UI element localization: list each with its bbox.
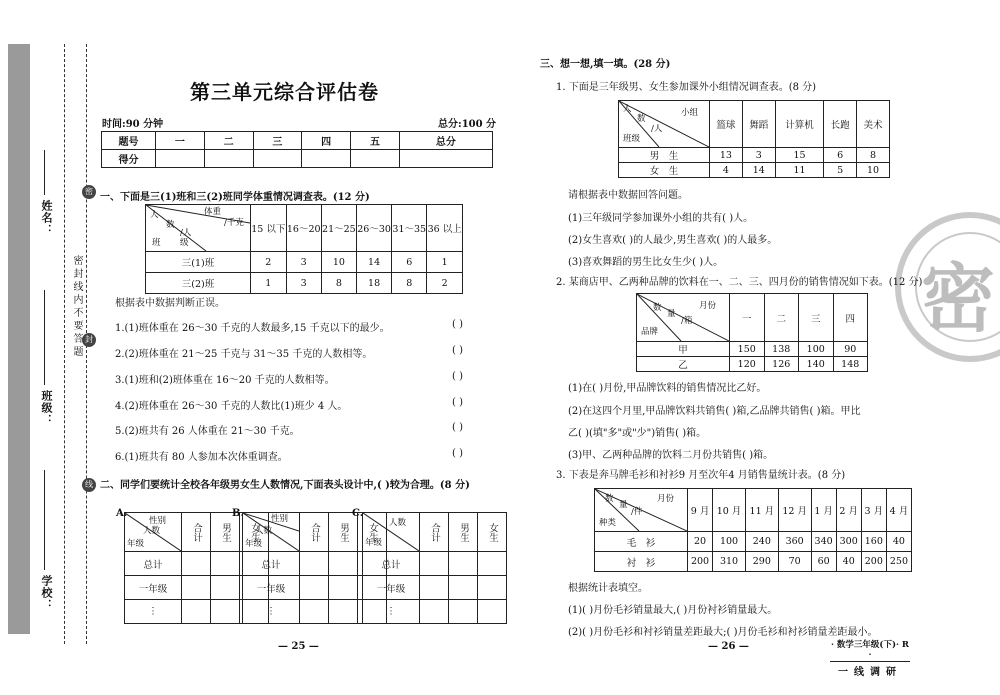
option-b-letter[interactable]: B.	[232, 508, 244, 519]
q3-heading: 3. 下表是奔马牌毛衫和衬衫9 月至次年4 月销售量统计表。(8 分)	[556, 470, 846, 481]
score-cell-4[interactable]	[302, 150, 351, 168]
q2-heading: 2. 某商店甲、乙两种品牌的饮料在一、二、三、四月份的销售情况如下表。(12 分)	[556, 277, 923, 288]
series-brand-subject: · 数学三年级(下)· R ·	[831, 640, 909, 660]
q2-item-2-cont: 乙( )(填"多"或"少")销售( )箱。	[568, 428, 707, 439]
score-cell-3[interactable]	[253, 150, 302, 168]
score-cell-2[interactable]	[204, 150, 253, 168]
weight-cell: 1	[427, 252, 463, 273]
weight-row-label: 三(1)班	[146, 252, 251, 273]
tf-item-2: 2.(2)班体重在 21～25 千克与 31～35 千克的人数相等。	[115, 349, 373, 360]
weight-row-label: 三(2)班	[146, 273, 251, 294]
time-label: 时间:90 分钟	[102, 119, 164, 130]
binding-gutter	[8, 44, 30, 634]
q2-item-2: (2)在这四个月里,甲品牌饮料共销售( )箱,乙品牌共销售( )箱。甲比	[568, 406, 861, 417]
tf-item-5: 5.(2)班共有 26 人体重在 21～30 千克。	[115, 426, 300, 437]
seal-stamp-char: 密	[921, 256, 995, 342]
tf-item-3: 3.(1)班和(2)班体重在 16～20 千克的人数相等。	[115, 375, 335, 386]
weight-cell: 3	[286, 252, 321, 273]
tf-answer-1[interactable]: ( )	[452, 319, 463, 330]
q3-instruction: 根据统计表填空。	[568, 583, 648, 594]
score-row-label: 得分	[102, 150, 156, 168]
weight-col: 36 以上	[427, 205, 463, 252]
weight-table-corner: 体重 /千克 人 数 /人 班 级	[146, 205, 251, 252]
weight-cell: 18	[356, 273, 391, 294]
page-title: 第三单元综合评估卷	[190, 80, 379, 104]
class-blank	[44, 290, 45, 385]
tf-answer-5[interactable]: ( )	[452, 422, 463, 433]
seal-mark-xian: 线	[82, 478, 96, 492]
weight-col: 15 以下	[251, 205, 287, 252]
seal-mark-feng: 封	[82, 333, 96, 347]
weight-cell: 2	[427, 273, 463, 294]
score-cell-total[interactable]	[399, 150, 492, 168]
q2-item-1: (1)在( )月份,甲品牌饮料的销售情况比乙好。	[568, 383, 767, 394]
drink-sales-table: 数 量 /箱 月份 品牌 一 二 三 四 甲 150 138 100 90 乙 120 126 140 148	[636, 293, 868, 372]
q1-item-1: (1)三年级同学参加课外小组的共有( )人。	[568, 213, 754, 224]
school-label: 学校：	[40, 575, 53, 611]
no-answer-notice: 密封线内不要答题	[71, 255, 82, 359]
weight-cell: 1	[251, 273, 287, 294]
garment-sales-table: 数 量 /件 月份 种类 9 月 10 月 11 月 12 月 1 月 2 月 3 月 4 月 毛 衫 20 100 240 360 340 300 160 40 衬 衫 200 310 290 70 60 40 200 250	[594, 488, 912, 572]
weight-col: 26～30	[356, 205, 391, 252]
class-label: 班级：	[40, 390, 53, 426]
weight-cell: 3	[286, 273, 321, 294]
option-c-table: 人数 年级 合计 男生 女生 总计 一年级 ⋮	[362, 512, 507, 624]
weight-table	[145, 204, 463, 294]
q3-item-1: (1)( )月份毛衫销量最大,( )月份衬衫销量最大。	[568, 605, 778, 616]
tf-item-4: 4.(2)班体重在 26～30 千克的人数比(1)班少 4 人。	[115, 401, 348, 412]
section-2-heading: 二、同学们要统计全校各年级男女生人数情况,下面表头设计中,( )较为合理。(8 分)	[100, 480, 470, 491]
page-number-right: — 26 —	[708, 641, 749, 652]
score-head: 三	[253, 132, 302, 150]
name-label: 姓名：	[40, 200, 53, 236]
activity-table: 人 数 /人 小组 班级 篮球 舞蹈 计算机 长跑 美术 男 生 13 3 15 6 8 女 生 4 14 11 5 10	[618, 100, 890, 178]
series-brand	[830, 638, 910, 678]
school-blank	[44, 470, 45, 570]
weight-cell: 8	[392, 273, 427, 294]
weight-cell: 10	[321, 252, 356, 273]
option-a-table: 性别 人数 年级 合计 男生 女生 总计 一年级 ⋮	[124, 512, 269, 624]
q1-instruction: 请根据表中数据回答问题。	[568, 190, 688, 201]
q2-item-3: (3)甲、乙两种品牌的饮料二月份共销售( )箱。	[568, 450, 774, 461]
tf-answer-6[interactable]: ( )	[452, 448, 463, 459]
tf-answer-3[interactable]: ( )	[452, 371, 463, 382]
tf-item-1: 1.(1)班体重在 26～30 千克的人数最多,15 千克以下的最少。	[115, 323, 390, 334]
q1-item-2: (2)女生喜欢( )的人最少,男生喜欢( )的人最多。	[568, 235, 778, 246]
option-a-letter[interactable]: A.	[116, 508, 128, 519]
cut-line-dashed	[64, 44, 65, 644]
weight-cell: 2	[251, 252, 287, 273]
option-b-table: 性别 人数 年级 合计 男生 女生 总计 一年级 ⋮	[242, 512, 387, 624]
q1-heading: 1. 下面是三年级男、女生参加课外小组情况调查表。(8 分)	[556, 82, 817, 93]
score-cell-1[interactable]	[156, 150, 205, 168]
weight-col: 31～35	[392, 205, 427, 252]
weight-cell: 6	[392, 252, 427, 273]
section-3-heading: 三、想一想,填一填。(28 分)	[540, 59, 671, 70]
tf-item-6: 6.(1)班共有 80 人参加本次体重调查。	[115, 452, 288, 463]
total-score-label: 总分:100 分	[438, 119, 497, 130]
tf-answer-4[interactable]: ( )	[452, 397, 463, 408]
score-head: 二	[204, 132, 253, 150]
weight-cell: 8	[321, 273, 356, 294]
score-table	[101, 131, 493, 168]
series-brand-name: 一线调研	[830, 661, 910, 678]
q3-item-2: (2)( )月份毛衫和衬衫销量差距最大;( )月份毛衫和衬衫销量差距最小。	[568, 627, 878, 638]
score-head: 一	[156, 132, 205, 150]
seal-mark-mi: 密	[82, 185, 96, 199]
weight-cell: 14	[356, 252, 391, 273]
q1-item-3: (3)喜欢舞蹈的男生比女生少( )人。	[568, 257, 724, 268]
score-head: 五	[351, 132, 400, 150]
weight-col: 16～20	[286, 205, 321, 252]
score-head: 总分	[399, 132, 492, 150]
section-1-heading: 一、下面是三(1)班和三(2)班同学体重情况调查表。(12 分)	[100, 192, 370, 203]
score-head: 四	[302, 132, 351, 150]
page-number-left: — 25 —	[278, 641, 319, 652]
sec1-instruction: 根据表中数据判断正误。	[115, 298, 225, 309]
score-head: 题号	[102, 132, 156, 150]
tf-answer-2[interactable]: ( )	[452, 345, 463, 356]
option-c-letter[interactable]: C.	[352, 508, 364, 519]
score-cell-5[interactable]	[351, 150, 400, 168]
weight-col: 21～25	[321, 205, 356, 252]
name-blank	[44, 150, 45, 195]
